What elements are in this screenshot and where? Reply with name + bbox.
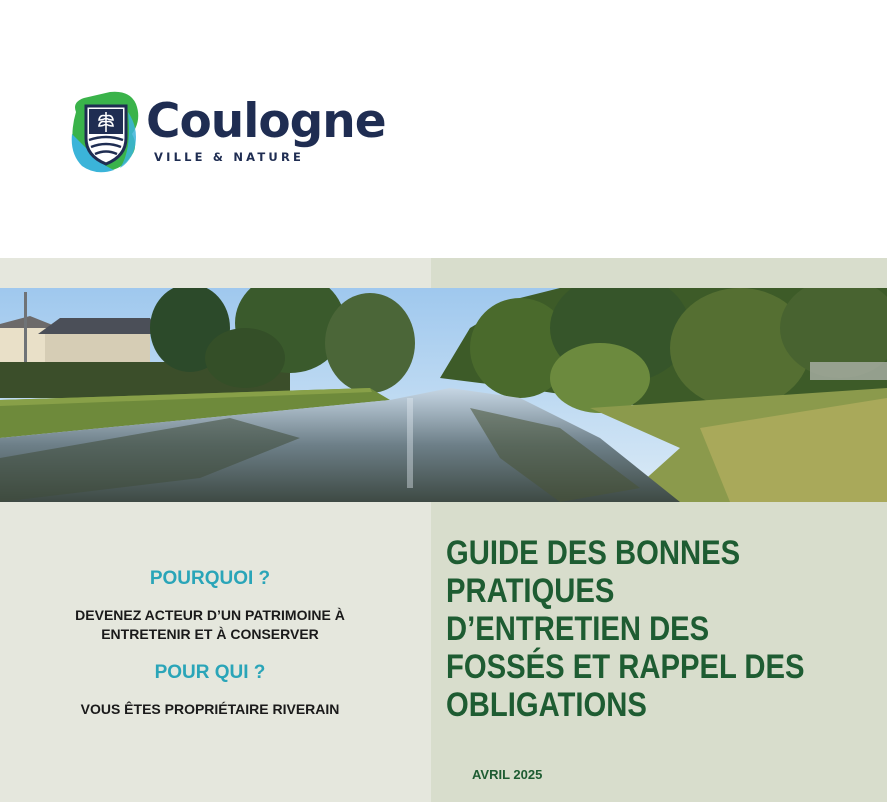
logo-tagline: VILLE & NATURE <box>154 150 305 164</box>
for-whom-heading: POUR QUI ? <box>154 662 266 683</box>
guide-title-line-4: FOSSÉS ET RAPPEL DES <box>446 648 805 686</box>
guide-title-line-3: D’ENTRETIEN DES <box>446 610 710 648</box>
guide-title-line-5: OBLIGATIONS <box>446 686 647 724</box>
publication-date: AVRIL 2025 <box>472 767 543 782</box>
why-text-line-2: ENTRETENIR ET À CONSERVER <box>101 626 319 642</box>
logo-name: Coulogne <box>146 94 386 149</box>
for-whom-text: VOUS ÊTES PROPRIÉTAIRE RIVERAIN <box>80 701 340 717</box>
logo <box>70 90 415 175</box>
why-text <box>30 606 390 644</box>
why-heading: POURQUOI ? <box>149 568 271 589</box>
guide-title <box>446 534 807 724</box>
shield-wheat-icon <box>70 90 142 175</box>
river-canal-photo <box>0 288 887 502</box>
guide-title-line-2: PRATIQUES <box>446 572 615 610</box>
guide-title-line-1: GUIDE DES BONNES <box>446 534 741 572</box>
why-text-line-1: DEVENEZ ACTEUR D’UN PATRIMOINE À <box>75 607 345 623</box>
